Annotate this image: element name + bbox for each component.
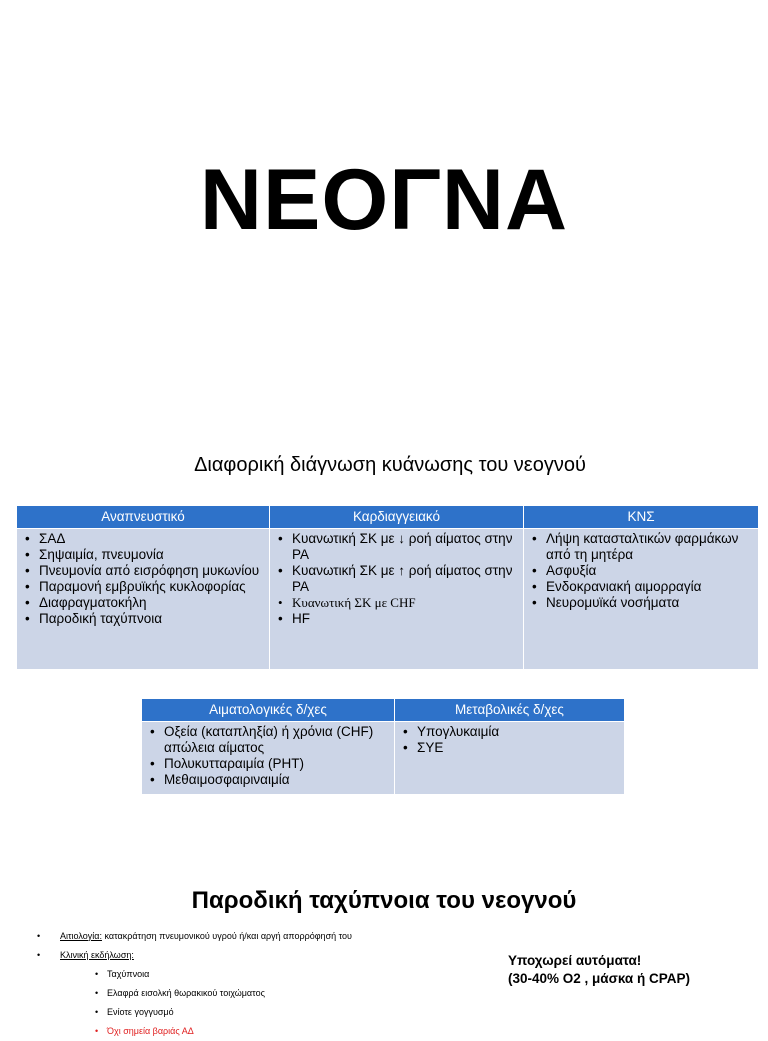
etiology-label: Αιτιολογία: — [60, 931, 102, 941]
list-item: • Πολυκυτταραιμία (PHT) — [164, 756, 390, 772]
list-item-text: Ενίοτε γογγυσμό — [107, 1007, 174, 1017]
header-respiratory: Αναπνευστικό — [17, 506, 270, 529]
list-item — [48, 1022, 352, 1041]
list-item: • ΣΑΔ — [39, 531, 265, 547]
list-item — [48, 965, 352, 984]
list-item: • Πνευμονία από εισρόφηση μυκωνίου — [39, 563, 265, 579]
table-header-row — [142, 699, 625, 722]
list-item: • Ενδοκρανιακή αιμορραγία — [546, 579, 754, 595]
hematologic-metabolic-table — [141, 698, 625, 795]
list-item: • Λήψη κατασταλτικών φαρμάκων από τη μητέρα — [546, 531, 754, 563]
etiology-text: κατακράτηση πνευμονικού υγρού ή/και αργή απορρόφησή του — [101, 931, 352, 941]
list-item: • Κυανωτική ΣΚ με CHF — [292, 595, 519, 611]
header-hematologic: Αιματολογικές δ/χες — [142, 699, 395, 722]
differential-diagnosis-heading: Διαφορική διάγνωση κυάνωσης του νεογνού — [194, 454, 586, 476]
bullet-icon: • — [95, 988, 99, 998]
metabolic-cell — [395, 722, 625, 795]
list-item: • Σηψαιμία, πνευμονία — [39, 547, 265, 563]
callout-line-1: Υποχωρεί αυτόματα! — [508, 953, 642, 968]
bullet-icon: • — [95, 1026, 99, 1036]
list-item: • ΣΥΕ — [417, 740, 620, 756]
differential-diagnosis-table — [16, 505, 759, 670]
list-item-text: Ελαφρά εισολκή θωρακικού τοιχώματος — [107, 988, 265, 998]
callout-line-2: (30-40% O2 , μάσκα ή CPAP) — [508, 971, 690, 986]
list-item: • Παραμονή εμβρυϊκής κυκλοφορίας — [39, 579, 265, 595]
cns-cell — [524, 529, 759, 670]
list-item-text: Ταχύπνοια — [107, 969, 150, 979]
list-item: • HF — [292, 611, 519, 627]
list-item — [48, 1003, 352, 1022]
bullet-icon: • — [37, 931, 41, 941]
table-row — [142, 722, 625, 795]
list-item: • Μεθαιμοσφαιριναιμία — [164, 772, 390, 788]
header-cns: ΚΝΣ — [524, 506, 759, 529]
hematologic-cell — [142, 722, 395, 795]
list-item: • Διαφραγματοκήλη — [39, 595, 265, 611]
table-row — [17, 529, 759, 670]
list-item: • Κυανωτική ΣΚ με ↑ ροή αίματος στην PA — [292, 563, 519, 595]
list-item: • Νευρομυϊκά νοσήματα — [546, 595, 754, 611]
list-item: • Οξεία (καταπληξία) ή χρόνια (CHF) απώλεια αίματος — [164, 724, 390, 756]
header-cardiovascular: Καρδιαγγειακό — [270, 506, 524, 529]
table-header-row — [17, 506, 759, 529]
cardiovascular-cell — [270, 529, 524, 670]
treatment-callout — [508, 952, 690, 988]
etiology-line — [37, 927, 352, 946]
list-item: • Παροδική ταχύπνοια — [39, 611, 265, 627]
transient-tachypnea-heading: Παροδική ταχύπνοια του νεογνού — [191, 887, 577, 914]
bullet-icon: • — [95, 969, 99, 979]
bullet-icon: • — [95, 1007, 99, 1017]
clinical-label: Κλινική εκδήλωση: — [60, 950, 134, 960]
list-item: • Υπογλυκαιμία — [417, 724, 620, 740]
list-item-text: Όχι σημεία βαριάς ΑΔ — [107, 1026, 194, 1036]
bullet-icon: • — [37, 950, 41, 960]
list-item: • Ασφυξία — [546, 563, 754, 579]
header-metabolic: Μεταβολικές δ/χες — [395, 699, 625, 722]
clinical-line — [37, 946, 352, 965]
page-title: ΝΕΟΓΝΑ — [199, 152, 569, 248]
list-item — [48, 984, 352, 1003]
respiratory-cell — [17, 529, 270, 670]
list-item: • Κυανωτική ΣΚ με ↓ ροή αίματος στην PA — [292, 531, 519, 563]
